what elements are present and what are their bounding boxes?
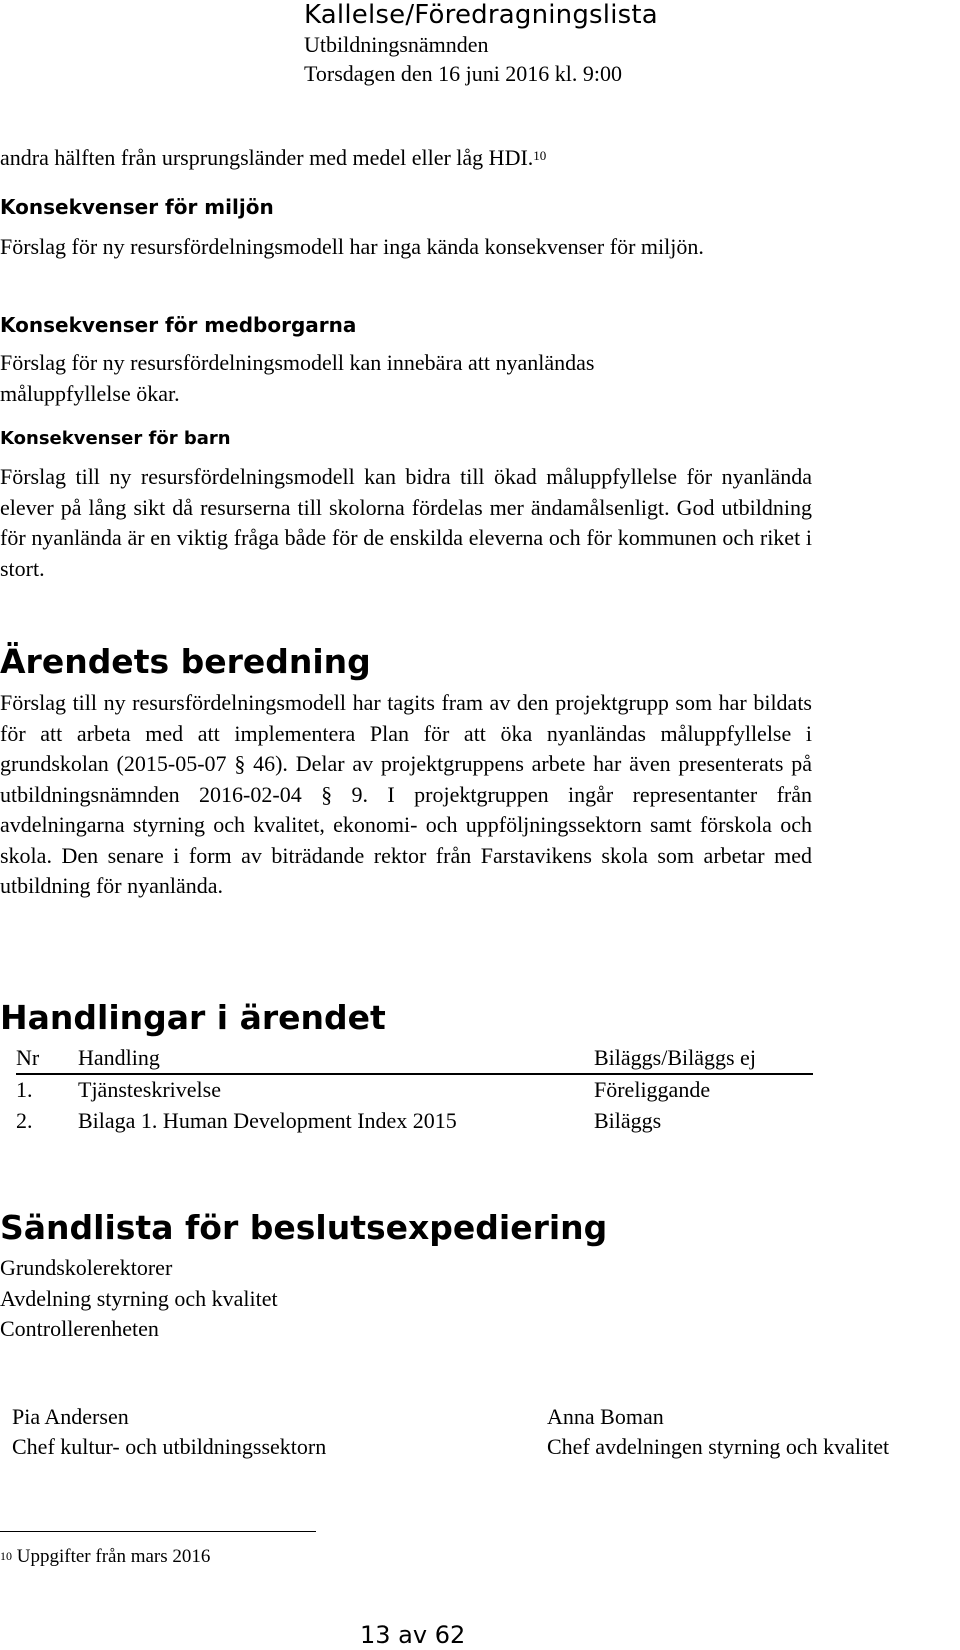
heading-handlingar: Handlingar i ärendet (0, 998, 386, 1037)
signature-title: Chef avdelningen styrning och kvalitet (547, 1434, 890, 1459)
row-nr: 1. (16, 1077, 33, 1102)
list-item: Controllerenheten (0, 1316, 159, 1341)
row-nr: 2. (16, 1108, 33, 1133)
column-header-bilaggs: Biläggs/Biläggs ej (594, 1045, 756, 1070)
row-bilaggs: Föreliggande (594, 1077, 711, 1102)
intro-paragraph (0, 143, 546, 173)
intro-text: andra hälften från ursprungsländer med medel eller låg HDI. (0, 145, 534, 170)
row-bilaggs: Biläggs (594, 1108, 662, 1133)
beredning-paragraph: Förslag till ny resursfördelningsmodell har tagits fram av den projektgrupp som har bildats för att arbeta med att implementera Plan för att öka nyanländas måluppfyllelse i grundskolan (2015-05-07 § 46). Delar av projektgruppens arbete har även presenterats på utbildningsnämnden 2016-02-04 § 9. I projektgruppen ingår representanter från avdelningarna styrning och kvalitet, ekonomi- och uppföljningssektorn samt förskola och skola. Den senare i form av biträdande rektor från Farstavikens skola som arbetar med utbildning för nyanlända. (0, 690, 812, 898)
table-row (16, 1075, 813, 1106)
footnote (0, 1544, 210, 1570)
footnote-number: 10 (0, 1549, 12, 1563)
document-title: Kallelse/Föredragningslista (304, 0, 658, 30)
table-row (16, 1106, 813, 1137)
signature-title: Chef kultur- och utbildningssektorn (12, 1434, 327, 1459)
row-handling: Tjänsteskrivelse (78, 1077, 221, 1102)
footnote-reference: 10 (533, 148, 547, 163)
list-item: Avdelning styrning och kvalitet (0, 1285, 278, 1311)
signature-name: Anna Boman (547, 1404, 664, 1429)
page-number: 13 av 62 (360, 1621, 466, 1649)
signature-left (12, 1402, 326, 1462)
barn-paragraph: Förslag till ny resursfördelningsmodell kan bidra till ökad måluppfyllelse för nyanlända elever på lång sikt då resurserna till skolorna fördelas mer ändamålsenligt. God utbildning för nyanlända är en viktig fråga både för de enskilda eleverna och för kommunen och riket i stort. (0, 464, 812, 581)
medborgarna-paragraph: Förslag för ny resursfördelningsmodell kan innebära att nyanländas måluppfyllelse ökar. (0, 350, 595, 406)
list-item: Grundskolerektorer (0, 1255, 173, 1280)
miljo-paragraph: Förslag för ny resursfördelningsmodell har inga kända konsekvenser för miljön. (0, 234, 704, 259)
heading-barn: Konsekvenser för barn (0, 428, 231, 449)
column-header-handling: Handling (78, 1045, 160, 1070)
footnote-text: Uppgifter från mars 2016 (16, 1546, 211, 1567)
signature-right (547, 1402, 889, 1462)
heading-medborgarna: Konsekvenser för medborgarna (0, 313, 357, 337)
heading-sandlista: Sändlista för beslutsexpediering (0, 1208, 608, 1247)
table-header-row (16, 1043, 813, 1075)
meeting-date: Torsdagen den 16 juni 2016 kl. 9:00 (304, 61, 623, 86)
committee-name: Utbildningsnämnden (304, 32, 489, 57)
column-header-nr: Nr (16, 1045, 40, 1070)
row-handling: Bilaga 1. Human Development Index 2015 (78, 1108, 457, 1133)
signature-name: Pia Andersen (12, 1404, 129, 1429)
heading-beredning: Ärendets beredning (0, 642, 371, 681)
handlingar-table (16, 1043, 813, 1137)
footnote-divider (0, 1531, 316, 1532)
sandlista-list (0, 1253, 278, 1345)
heading-miljo: Konsekvenser för miljön (0, 195, 274, 219)
